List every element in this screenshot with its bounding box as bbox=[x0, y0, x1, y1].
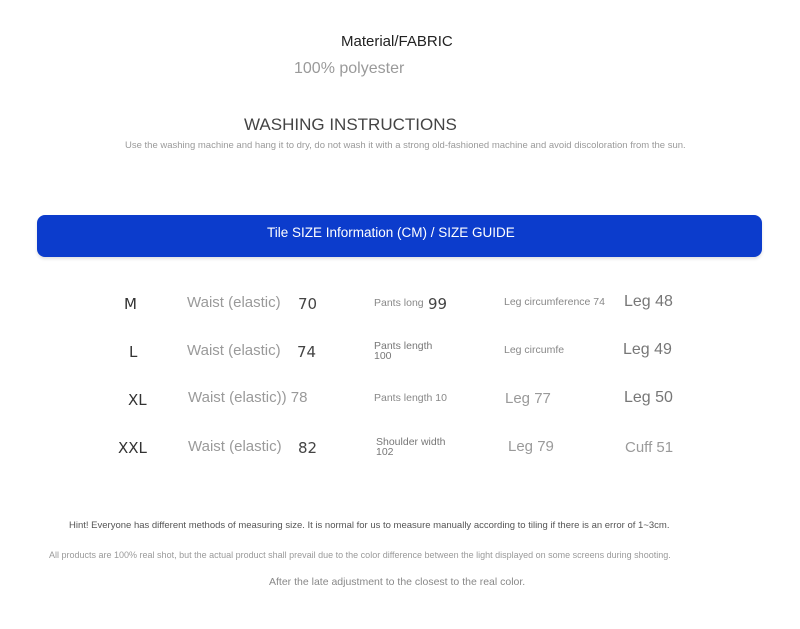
pants-length-text-l: Pants length bbox=[374, 340, 433, 352]
size-label-xl: XL bbox=[128, 391, 147, 409]
cuff-value-xxl: Cuff 51 bbox=[625, 439, 674, 456]
waist-label-l: Waist (elastic) bbox=[187, 342, 281, 359]
size-label-xxl: XXL bbox=[118, 439, 147, 457]
pants-long-value-m: 99 bbox=[428, 295, 448, 313]
size-label-l: L bbox=[129, 343, 138, 361]
color-disclaimer: All products are 100% real shot, but the actual product shall prevail due to the color difference between the light displayed on some screens during shooting. bbox=[49, 550, 671, 560]
leg-value-m: Leg 48 bbox=[624, 293, 673, 310]
pants-long-label-m: Pants long bbox=[374, 297, 424, 309]
material-value: 100% polyester bbox=[294, 60, 405, 77]
pants-length-xl: Pants length 10 bbox=[374, 392, 447, 404]
washing-title: WASHING INSTRUCTIONS bbox=[244, 115, 457, 134]
size-guide-banner-text: Tile SIZE Information (CM) / SIZE GUIDE bbox=[267, 225, 515, 240]
waist-value-l: 74 bbox=[297, 343, 317, 361]
measurement-hint: Hint! Everyone has different methods of measuring size. It is normal for us to measure manually according to tiling if there is an error of 1~3cm. bbox=[69, 520, 670, 531]
shoulder-width-label-xxl bbox=[376, 437, 466, 457]
material-title: Material/FABRIC bbox=[341, 33, 453, 50]
waist-label-xl: Waist (elastic)) 78 bbox=[188, 389, 308, 406]
leg-circumference-xxl: Leg 79 bbox=[508, 438, 554, 455]
leg-circumference-xl: Leg 77 bbox=[505, 390, 551, 407]
leg-value-xl: Leg 50 bbox=[624, 389, 673, 406]
waist-value-m: 70 bbox=[298, 295, 318, 313]
shoulder-width-text-xxl: Shoulder width bbox=[376, 436, 446, 448]
waist-value-xxl: 82 bbox=[298, 439, 318, 457]
leg-value-l: Leg 49 bbox=[623, 341, 672, 358]
pants-length-label-l bbox=[374, 341, 454, 361]
waist-label-m: Waist (elastic) bbox=[187, 294, 281, 311]
washing-description: Use the washing machine and hang it to dry, do not wash it with a strong old-fashioned machine and avoid discoloration from the sun. bbox=[125, 140, 686, 151]
shoulder-width-value-xxl: 102 bbox=[376, 446, 394, 458]
waist-label-xxl: Waist (elastic) bbox=[188, 438, 282, 455]
pants-length-value-l: 100 bbox=[374, 350, 392, 362]
leg-circumference-l: Leg circumfe bbox=[504, 344, 565, 356]
leg-circumference-m: Leg circumference 74 bbox=[504, 296, 605, 308]
size-label-m: M bbox=[124, 295, 137, 313]
color-adjustment-note: After the late adjustment to the closest to the real color. bbox=[269, 576, 526, 588]
